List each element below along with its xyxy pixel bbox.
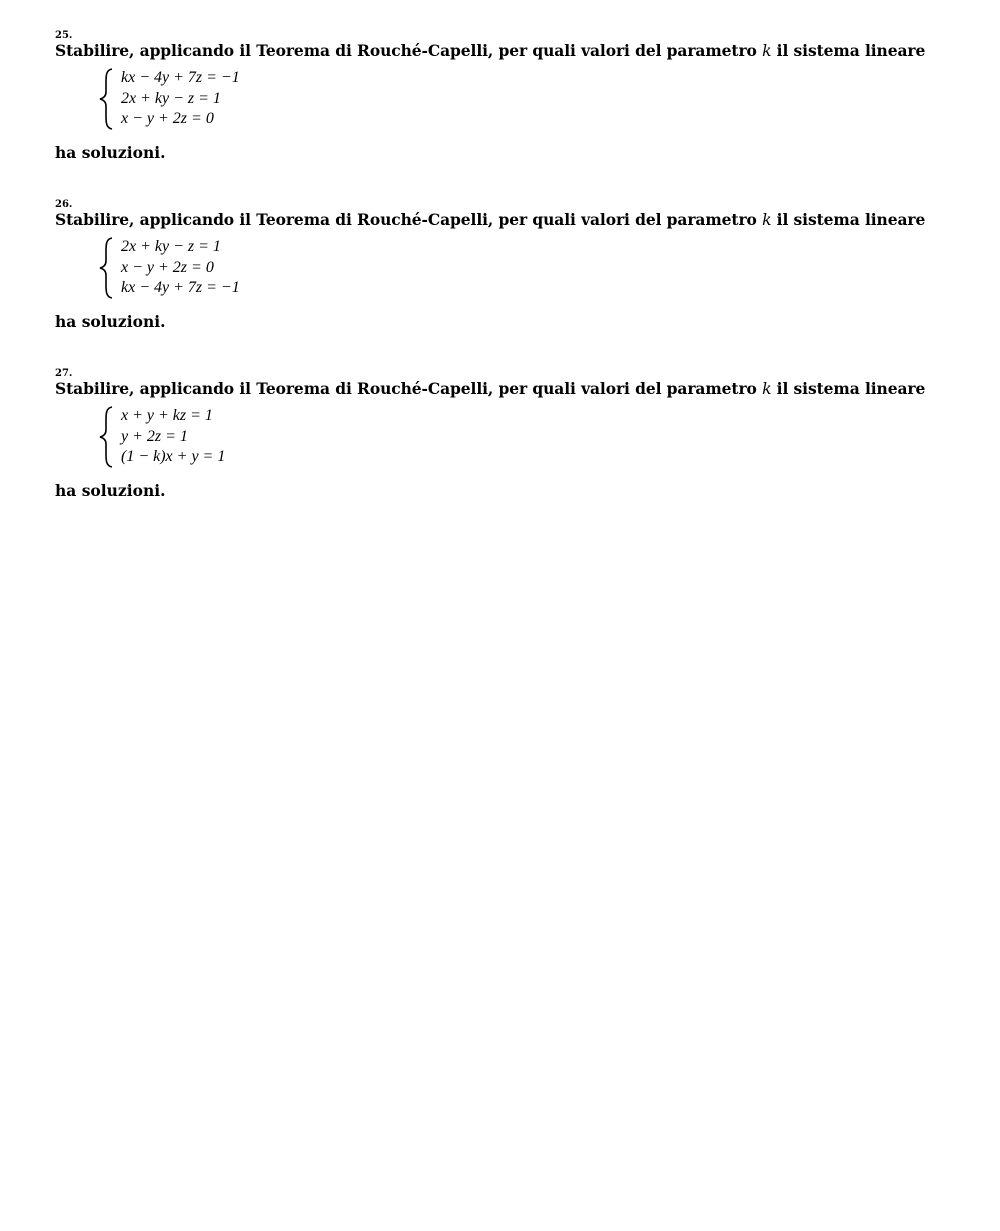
equation: x + y + kz = 1 (121, 407, 213, 424)
exercise-25 (55, 30, 945, 163)
prompt-text-after: il sistema lineare (771, 41, 926, 60)
prompt-text-after: il sistema lineare (771, 379, 926, 398)
exercise-27 (55, 368, 945, 501)
equation: kx − 4y + 7z = −1 (121, 69, 240, 86)
prompt-text-after: il sistema lineare (771, 210, 926, 229)
equation: kx − 4y + 7z = −1 (121, 279, 240, 296)
exercise-number: 26. (55, 199, 73, 210)
prompt-text-before: Stabilire, applicando il Teorema di Rouché-Capelli, per quali valori del parametro (55, 379, 763, 398)
linear-system (97, 236, 357, 300)
parameter-symbol: k (762, 380, 772, 398)
exercise-prompt (55, 41, 945, 61)
equation: 2x + ky − z = 1 (121, 238, 221, 255)
exercise-closing: ha soluzioni. (55, 481, 166, 500)
exercise-prompt (55, 379, 945, 399)
exercise-number: 27. (55, 368, 73, 379)
equation-list (121, 68, 240, 130)
prompt-text-before: Stabilire, applicando il Teorema di Rouché-Capelli, per quali valori del parametro (55, 210, 763, 229)
parameter-symbol: k (762, 211, 772, 229)
left-brace-icon (97, 236, 119, 300)
equation: (1 − k)x + y = 1 (121, 448, 226, 465)
equation-list (121, 406, 225, 468)
linear-system (97, 67, 357, 131)
linear-system (97, 405, 357, 469)
equation-list (121, 237, 240, 299)
left-brace-icon (97, 405, 119, 469)
equation: 2x + ky − z = 1 (121, 89, 221, 107)
equation: x − y + 2z = 0 (121, 110, 214, 127)
prompt-text-before: Stabilire, applicando il Teorema di Rouché-Capelli, per quali valori del parametro (55, 41, 763, 60)
equation: x − y + 2z = 0 (121, 258, 214, 276)
left-brace-icon (97, 67, 119, 131)
exercise-prompt (55, 210, 945, 230)
exercise-closing: ha soluzioni. (55, 312, 166, 331)
exercise-number: 25. (55, 30, 73, 41)
exercise-closing: ha soluzioni. (55, 143, 166, 162)
exercise-26 (55, 199, 945, 332)
parameter-symbol: k (762, 42, 772, 60)
equation: y + 2z = 1 (121, 427, 188, 445)
